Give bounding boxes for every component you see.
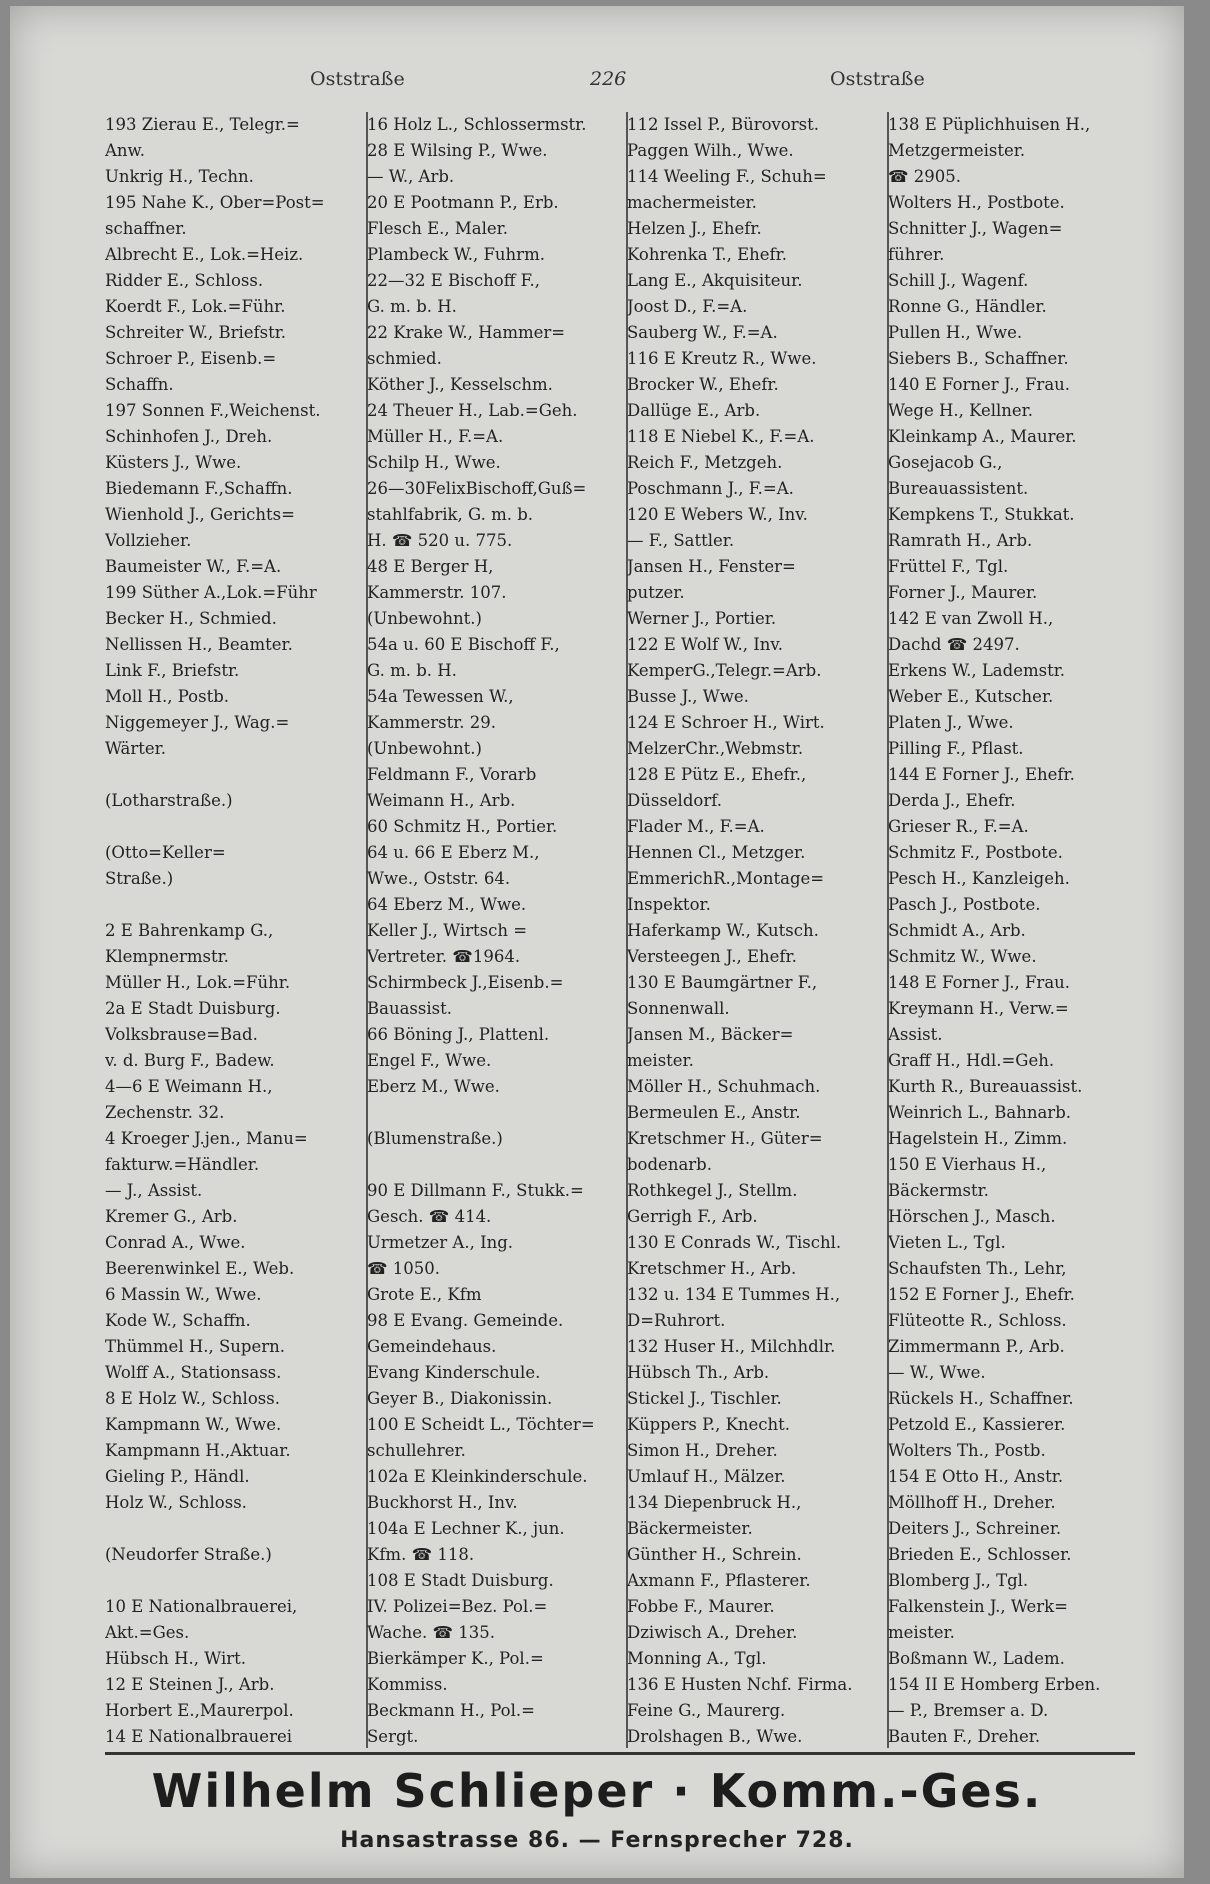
footer-rule	[105, 1752, 1135, 1755]
directory-entry-line: Evang Kinderschule.	[367, 1363, 541, 1382]
directory-entry-line: 195 Nahe K., Ober=Post=	[105, 193, 325, 212]
directory-entry-line: Petzold E., Kassierer.	[888, 1415, 1066, 1434]
page-header	[10, 54, 1184, 94]
directory-entry-line: 122 E Wolf W., Inv.	[627, 635, 783, 654]
directory-entry-line: Rückels H., Schaffner.	[888, 1389, 1074, 1408]
directory-entry-line: H. ☎ 520 u. 775.	[367, 531, 513, 550]
column-4	[888, 112, 1144, 1748]
directory-entry-line: Paggen Wilh., Wwe.	[627, 141, 794, 160]
directory-entry-line: Wache. ☎ 135.	[367, 1623, 496, 1642]
directory-entry-line: IV. Polizei=Bez. Pol.=	[367, 1597, 548, 1616]
directory-entry-line: Brocker W., Ehefr.	[627, 375, 779, 394]
directory-entry-line: Schirmbeck J.,Eisenb.=	[367, 973, 564, 992]
directory-entry-line: Metzgermeister.	[888, 141, 1026, 160]
directory-entry-line: (Lotharstraße.)	[105, 791, 233, 810]
directory-entry-line: Versteegen J., Ehefr.	[627, 947, 797, 966]
directory-entry-line: Schaufsten Th., Lehr,	[888, 1259, 1067, 1278]
directory-entry-line: Bureauassistent.	[888, 479, 1029, 498]
directory-entry-line: Grieser R., F.=A.	[888, 817, 1029, 836]
header-street-left: Oststraße	[310, 68, 405, 90]
directory-entry-line: Vertreter. ☎1964.	[367, 947, 521, 966]
directory-entry-line: Bauassist.	[367, 999, 452, 1018]
directory-entry-line: Gosejacob G.,	[888, 453, 1003, 472]
directory-entry-line: Flesch E., Maler.	[367, 219, 508, 238]
directory-entry-line: Axmann F., Pflasterer.	[627, 1571, 811, 1590]
directory-entry-line: 154 II E Homberg Erben.	[888, 1675, 1101, 1694]
directory-entry-line: Beerenwinkel E., Web.	[105, 1259, 295, 1278]
directory-entry-line: Schroer P., Eisenb.=	[105, 349, 277, 368]
directory-entry-line: Blomberg J., Tgl.	[888, 1571, 1029, 1590]
directory-entry-line: Graff H., Hdl.=Geh.	[888, 1051, 1055, 1070]
directory-entry-line: — W., Wwe.	[888, 1363, 986, 1382]
directory-entry-line: Hörschen J., Masch.	[888, 1207, 1056, 1226]
directory-entry-line: Boßmann W., Ladem.	[888, 1649, 1065, 1668]
directory-entry-line: Bauten F., Dreher.	[888, 1727, 1041, 1746]
directory-entry-line: Kode W., Schaffn.	[105, 1311, 251, 1330]
directory-entry-line: Monning A., Tgl.	[627, 1649, 767, 1668]
directory-entry-line: Hennen Cl., Metzger.	[627, 843, 806, 862]
directory-entry-line	[105, 814, 361, 840]
directory-entry-line: Simon H., Dreher.	[627, 1441, 778, 1460]
directory-entry-line: 112 Issel P., Bürovorst.	[627, 115, 820, 134]
directory-entry-line: Schill J., Wagenf.	[888, 271, 1029, 290]
directory-entry-line: Kampmann W., Wwe.	[105, 1415, 282, 1434]
directory-entry-line: 4 Kroeger J.jen., Manu=	[105, 1129, 308, 1148]
directory-entry-line: Gerrigh F., Arb.	[627, 1207, 758, 1226]
directory-entry-line: Drolshagen B., Wwe.	[627, 1727, 803, 1746]
directory-entry-line: — P., Bremser a. D.	[888, 1701, 1049, 1720]
directory-entry-line: Düsseldorf.	[627, 791, 722, 810]
directory-entry-line: 118 E Niebel K., F.=A.	[627, 427, 815, 446]
directory-entry-line: Straße.)	[105, 869, 174, 888]
directory-entry-line: Akt.=Ges.	[105, 1623, 190, 1642]
directory-entry-line: Beckmann H., Pol.=	[367, 1701, 535, 1720]
directory-entry-line: Hübsch H., Wirt.	[105, 1649, 246, 1668]
directory-entry-line: 8 E Holz W., Schloss.	[105, 1389, 280, 1408]
directory-entry-line: 124 E Schroer H., Wirt.	[627, 713, 825, 732]
directory-entry-line: Falkenstein J., Werk=	[888, 1597, 1069, 1616]
directory-entry-line: schaffner.	[105, 219, 187, 238]
directory-entry-line: — J., Assist.	[105, 1181, 203, 1200]
directory-entry-line: Kammerstr. 107.	[367, 583, 507, 602]
directory-entry-line: Rothkegel J., Stellm.	[627, 1181, 798, 1200]
directory-entry-line: Moll H., Postb.	[105, 687, 230, 706]
directory-entry-line: Schmitz F., Postbote.	[888, 843, 1063, 862]
directory-entry-line	[105, 1516, 361, 1542]
directory-entry-line: Ronne G., Händler.	[888, 297, 1047, 316]
directory-entry-line: Pasch J., Postbote.	[888, 895, 1041, 914]
directory-entry-line: 54a u. 60 E Bischoff F.,	[367, 635, 560, 654]
directory-entry-line: (Blumenstraße.)	[367, 1129, 503, 1148]
directory-entry-line: Wolters Th., Postb.	[888, 1441, 1046, 1460]
directory-entry-line: 20 E Pootmann P., Erb.	[367, 193, 559, 212]
directory-entry-line: meister.	[627, 1051, 694, 1070]
directory-entry-line: Wolters H., Postbote.	[888, 193, 1065, 212]
directory-entry-line: Möller H., Schuhmach.	[627, 1077, 821, 1096]
directory-entry-line: 2a E Stadt Duisburg.	[105, 999, 281, 1018]
directory-entry-line: Sergt.	[367, 1727, 419, 1746]
directory-entry-line: Derda J., Ehefr.	[888, 791, 1016, 810]
directory-entry-line: Siebers B., Schaffner.	[888, 349, 1069, 368]
directory-entry-line: bodenarb.	[627, 1155, 712, 1174]
directory-entry-line: 150 E Vierhaus H.,	[888, 1155, 1047, 1174]
directory-entry-line: 26—30FelixBischoff,Guß=	[367, 479, 587, 498]
directory-entry-line: Conrad A., Wwe.	[105, 1233, 246, 1252]
directory-entry-line: 132 u. 134 E Tummes H.,	[627, 1285, 841, 1304]
directory-entry-line: Inspektor.	[627, 895, 711, 914]
directory-entry-line: Buckhorst H., Inv.	[367, 1493, 518, 1512]
directory-entry-line: Feldmann F., Vorarb	[367, 765, 537, 784]
directory-entry-line: Gesch. ☎ 414.	[367, 1207, 492, 1226]
directory-entry-line: Wege H., Kellner.	[888, 401, 1033, 420]
directory-entry-line: v. d. Burg F., Badew.	[105, 1051, 275, 1070]
directory-entry-line: Küsters J., Wwe.	[105, 453, 242, 472]
directory-entry-line: 199 Süther A.,Lok.=Führ	[105, 583, 317, 602]
directory-entry-line: putzer.	[627, 583, 685, 602]
directory-entry-line: Günther H., Schrein.	[627, 1545, 802, 1564]
directory-entry-line: 134 Diepenbruck H.,	[627, 1493, 802, 1512]
directory-entry-line: stahlfabrik, G. m. b.	[367, 505, 534, 524]
directory-entry-line: Ramrath H., Arb.	[888, 531, 1033, 550]
directory-entry-line: Schinhofen J., Dreh.	[105, 427, 273, 446]
directory-entry-line: 152 E Forner J., Ehefr.	[888, 1285, 1075, 1304]
directory-entry-line: Kretschmer H., Güter=	[627, 1129, 823, 1148]
directory-entry-line: 114 Weeling F., Schuh=	[627, 167, 827, 186]
column-2	[367, 112, 623, 1748]
directory-entry-line: Link F., Briefstr.	[105, 661, 240, 680]
directory-entry-line: Zechenstr. 32.	[105, 1103, 225, 1122]
directory-entry-line: Müller H., Lok.=Führ.	[105, 973, 291, 992]
directory-entry-line: Urmetzer A., Ing.	[367, 1233, 514, 1252]
directory-entry-line: Werner J., Portier.	[627, 609, 777, 628]
directory-entry-line: Assist.	[888, 1025, 943, 1044]
directory-entry-line: Gemeindehaus.	[367, 1337, 497, 1356]
directory-entry-line: G. m. b. H.	[367, 297, 457, 316]
directory-entry-line: machermeister.	[627, 193, 757, 212]
directory-entry-line: Möllhoff H., Dreher.	[888, 1493, 1056, 1512]
directory-entry-line: Holz W., Schloss.	[105, 1493, 247, 1512]
directory-entry-line: Anw.	[105, 141, 145, 160]
directory-entry-line: 22 Krake W., Hammer=	[367, 323, 566, 342]
directory-entry-line: Poschmann J., F.=A.	[627, 479, 794, 498]
directory-entry-line: 193 Zierau E., Telegr.=	[105, 115, 300, 134]
directory-entry-line: Engel F., Wwe.	[367, 1051, 492, 1070]
directory-entry-line: Horbert E.,Maurerpol.	[105, 1701, 294, 1720]
directory-entry-line: Kampmann H.,Aktuar.	[105, 1441, 291, 1460]
directory-entry-line: 142 E van Zwoll H.,	[888, 609, 1054, 628]
directory-entry-line: Feine G., Maurerg.	[627, 1701, 786, 1720]
directory-entry-line: KemperG.,Telegr.=Arb.	[627, 661, 822, 680]
directory-entry-line: Plambeck W., Fuhrm.	[367, 245, 545, 264]
directory-entry-line: MelzerChr.,Webmstr.	[627, 739, 804, 758]
directory-entry-line	[105, 892, 361, 918]
directory-entry-line: Wärter.	[105, 739, 166, 758]
directory-entry-line: Kleinkamp A., Maurer.	[888, 427, 1077, 446]
directory-entry-line: Dziwisch A., Dreher.	[627, 1623, 798, 1642]
directory-entry-line: Dallüge E., Arb.	[627, 401, 761, 420]
directory-entry-line: 4—6 E Weimann H.,	[105, 1077, 273, 1096]
directory-entry-line: 60 Schmitz H., Portier.	[367, 817, 558, 836]
directory-entry-line: 66 Böning J., Plattenl.	[367, 1025, 550, 1044]
directory-entry-line: Albrecht E., Lok.=Heiz.	[105, 245, 304, 264]
directory-entry-line: 144 E Forner J., Ehefr.	[888, 765, 1075, 784]
directory-entry-line: Hagelstein H., Zimm.	[888, 1129, 1068, 1148]
directory-entry-line: Schmidt A., Arb.	[888, 921, 1026, 940]
directory-entry-line: Schnitter J., Wagen=	[888, 219, 1063, 238]
directory-entry-line: 132 Huser H., Milchhdlr.	[627, 1337, 836, 1356]
directory-entry-line: 136 E Husten Nchf. Firma.	[627, 1675, 853, 1694]
directory-entry-line: Niggemeyer J., Wag.=	[105, 713, 290, 732]
directory-entry-line: 64 u. 66 E Eberz M.,	[367, 843, 540, 862]
directory-entry-line: Kammerstr. 29.	[367, 713, 497, 732]
directory-entry-line: Schilp H., Wwe.	[367, 453, 501, 472]
directory-entry-line: 130 E Baumgärtner F.,	[627, 973, 818, 992]
directory-entry-line: Flader M., F.=A.	[627, 817, 765, 836]
directory-entry-line: Schaffn.	[105, 375, 174, 394]
directory-entry-line: Klempnermstr.	[105, 947, 229, 966]
directory-entry-line: 54a Tewessen W.,	[367, 687, 514, 706]
directory-entry-line: Früttel F., Tgl.	[888, 557, 1009, 576]
directory-page	[10, 6, 1184, 1878]
directory-entry-line: 14 E Nationalbrauerei	[105, 1727, 292, 1746]
directory-entry-line: 98 E Evang. Gemeinde.	[367, 1311, 564, 1330]
directory-entry-line: ☎ 1050.	[367, 1259, 441, 1278]
directory-entry-line: 140 E Forner J., Frau.	[888, 375, 1071, 394]
directory-entry-line: (Unbewohnt.)	[367, 609, 482, 628]
directory-entry-line: 100 E Scheidt L., Töchter=	[367, 1415, 595, 1434]
directory-entry-line: Biedemann F.,Schaffn.	[105, 479, 293, 498]
directory-entry-line: D=Ruhrort.	[627, 1311, 726, 1330]
directory-entry-line: 108 E Stadt Duisburg.	[367, 1571, 554, 1590]
directory-entry-line: Kremer G., Arb.	[105, 1207, 238, 1226]
directory-entry-line: Eberz M., Wwe.	[367, 1077, 500, 1096]
directory-entry-line: 148 E Forner J., Frau.	[888, 973, 1071, 992]
directory-entry-line: Jansen M., Bäcker=	[627, 1025, 794, 1044]
advertiser-name: Wilhelm Schlieper · Komm.-Ges.	[151, 1764, 1043, 1818]
directory-entry-line: Platen J., Wwe.	[888, 713, 1014, 732]
directory-entry-line: Zimmermann P., Arb.	[888, 1337, 1065, 1356]
directory-entry-line: Joost D., F.=A.	[627, 297, 748, 316]
directory-entry-line: Koerdt F., Lok.=Führ.	[105, 297, 286, 316]
directory-entry-line: Schmitz W., Wwe.	[888, 947, 1037, 966]
directory-entry-line: Vieten L., Tgl.	[888, 1233, 1006, 1252]
directory-entry-line: (Unbewohnt.)	[367, 739, 482, 758]
directory-entry-line: Pesch H., Kanzleigeh.	[888, 869, 1070, 888]
directory-entry-line: Baumeister W., F.=A.	[105, 557, 282, 576]
directory-entry-line: Forner J., Maurer.	[888, 583, 1038, 602]
directory-columns	[105, 112, 1135, 1748]
directory-entry-line: Vollzieher.	[105, 531, 192, 550]
directory-entry-line: Müller H., F.=A.	[367, 427, 504, 446]
directory-entry-line: 24 Theuer H., Lab.=Geh.	[367, 401, 578, 420]
directory-entry-line: Stickel J., Tischler.	[627, 1389, 782, 1408]
directory-entry-line: Pilling F., Pflast.	[888, 739, 1024, 758]
directory-entry-line: Grote E., Kfm	[367, 1285, 482, 1304]
page-number: 226	[590, 68, 627, 90]
directory-entry-line: Kempkens T., Stukkat.	[888, 505, 1075, 524]
directory-entry-line: Thümmel H., Supern.	[105, 1337, 285, 1356]
directory-entry-line: Kretschmer H., Arb.	[627, 1259, 797, 1278]
directory-entry-line: 90 E Dillmann F., Stukk.=	[367, 1181, 584, 1200]
directory-entry-line	[105, 1568, 361, 1594]
directory-entry-line: EmmerichR.,Montage=	[627, 869, 825, 888]
directory-entry-line: 64 Eberz M., Wwe.	[367, 895, 527, 914]
directory-entry-line: Becker H., Schmied.	[105, 609, 277, 628]
directory-entry-line: 128 E Pütz E., Ehefr.,	[627, 765, 807, 784]
directory-entry-line: Geyer B., Diakonissin.	[367, 1389, 553, 1408]
advertiser-address: Hansastrasse 86. — Fernsprecher 728.	[340, 1828, 854, 1853]
directory-entry-line: Wienhold J., Gerichts=	[105, 505, 295, 524]
directory-entry-line	[105, 762, 361, 788]
header-street-right: Oststraße	[830, 68, 925, 90]
directory-entry-line: 102a E Kleinkinderschule.	[367, 1467, 588, 1486]
directory-entry-line: Lang E., Akquisiteur.	[627, 271, 803, 290]
directory-entry-line: Hübsch Th., Arb.	[627, 1363, 770, 1382]
directory-entry-line: Gieling P., Händl.	[105, 1467, 250, 1486]
directory-entry-line: Haferkamp W., Kutsch.	[627, 921, 819, 940]
directory-entry-line: Jansen H., Fenster=	[627, 557, 796, 576]
directory-entry-line: Unkrig H., Techn.	[105, 167, 254, 186]
directory-entry-line: Keller J., Wirtsch =	[367, 921, 528, 940]
directory-entry-line: Kommiss.	[367, 1675, 448, 1694]
directory-entry-line: 154 E Otto H., Anstr.	[888, 1467, 1064, 1486]
directory-entry-line: 6 Massin W., Wwe.	[105, 1285, 262, 1304]
directory-entry-line: 116 E Kreutz R., Wwe.	[627, 349, 817, 368]
directory-entry-line: Sauberg W., F.=A.	[627, 323, 778, 342]
directory-entry-line	[367, 1100, 623, 1126]
directory-entry-line: Reich F., Metzgeh.	[627, 453, 783, 472]
directory-entry-line: führer.	[888, 245, 945, 264]
directory-entry-line: G. m. b. H.	[367, 661, 457, 680]
directory-entry-line: Nellissen H., Beamter.	[105, 635, 293, 654]
directory-entry-line: Brieden E., Schlosser.	[888, 1545, 1072, 1564]
directory-entry-line: Schreiter W., Briefstr.	[105, 323, 287, 342]
directory-entry-line: Bermeulen E., Anstr.	[627, 1103, 801, 1122]
directory-entry-line: Weimann H., Arb.	[367, 791, 516, 810]
directory-entry-line: Wolff A., Stationsass.	[105, 1363, 282, 1382]
directory-entry-line: 12 E Steinen J., Arb.	[105, 1675, 275, 1694]
directory-entry-line: (Neudorfer Straße.)	[105, 1545, 272, 1564]
directory-entry-line: meister.	[888, 1623, 955, 1642]
directory-entry-line: Kurth R., Bureauassist.	[888, 1077, 1083, 1096]
directory-entry-line: 130 E Conrads W., Tischl.	[627, 1233, 842, 1252]
directory-entry-line: Kohrenka T., Ehefr.	[627, 245, 787, 264]
directory-entry-line: — F., Sattler.	[627, 531, 735, 550]
directory-entry-line: Deiters J., Schreiner.	[888, 1519, 1062, 1538]
directory-entry-line: schmied.	[367, 349, 442, 368]
directory-entry-line: 28 E Wilsing P., Wwe.	[367, 141, 548, 160]
directory-entry-line: 120 E Webers W., Inv.	[627, 505, 808, 524]
directory-entry-line: Weinrich L., Bahnarb.	[888, 1103, 1071, 1122]
column-1	[105, 112, 361, 1748]
directory-entry-line: Pullen H., Wwe.	[888, 323, 1023, 342]
directory-entry-line: Kreymann H., Verw.=	[888, 999, 1069, 1018]
directory-entry-line: 16 Holz L., Schlossermstr.	[367, 115, 587, 134]
directory-entry-line: fakturw.=Händler.	[105, 1155, 260, 1174]
directory-entry-line: Volksbrause=Bad.	[105, 1025, 258, 1044]
directory-entry-line: 22—32 E Bischoff F.,	[367, 271, 541, 290]
directory-entry-line: 2 E Bahrenkamp G.,	[105, 921, 274, 940]
directory-entry-line: Kfm. ☎ 118.	[367, 1545, 475, 1564]
directory-entry-line: Köther J., Kesselschm.	[367, 375, 553, 394]
directory-entry-line: Erkens W., Lademstr.	[888, 661, 1066, 680]
directory-entry-line: 10 E Nationalbrauerei,	[105, 1597, 298, 1616]
directory-entry-line: Dachd ☎ 2497.	[888, 635, 1020, 654]
directory-entry-line: Weber E., Kutscher.	[888, 687, 1054, 706]
directory-entry-line: 138 E Püplichhuisen H.,	[888, 115, 1091, 134]
directory-entry-line: 48 E Berger H,	[367, 557, 494, 576]
directory-entry-line: ☎ 2905.	[888, 167, 962, 186]
directory-entry-line	[367, 1152, 623, 1178]
directory-entry-line: Küppers P., Knecht.	[627, 1415, 791, 1434]
directory-entry-line: Wwe., Oststr. 64.	[367, 869, 511, 888]
directory-entry-line: — W., Arb.	[367, 167, 455, 186]
directory-entry-line: Bäckermstr.	[888, 1181, 989, 1200]
directory-entry-line: Bäckermeister.	[627, 1519, 753, 1538]
directory-entry-line: Umlauf H., Mälzer.	[627, 1467, 786, 1486]
directory-entry-line: Bierkämper K., Pol.=	[367, 1649, 544, 1668]
directory-entry-line: schullehrer.	[367, 1441, 466, 1460]
directory-entry-line: Helzen J., Ehefr.	[627, 219, 762, 238]
directory-entry-line: 104a E Lechner K., jun.	[367, 1519, 565, 1538]
column-3	[627, 112, 883, 1748]
directory-entry-line: Fobbe F., Maurer.	[627, 1597, 775, 1616]
directory-entry-line: Flüteotte R., Schloss.	[888, 1311, 1067, 1330]
directory-entry-line: Sonnenwall.	[627, 999, 730, 1018]
directory-entry-line: (Otto=Keller=	[105, 843, 226, 862]
directory-entry-line: 197 Sonnen F.,Weichenst.	[105, 401, 321, 420]
directory-entry-line: Busse J., Wwe.	[627, 687, 749, 706]
directory-entry-line: Ridder E., Schloss.	[105, 271, 264, 290]
